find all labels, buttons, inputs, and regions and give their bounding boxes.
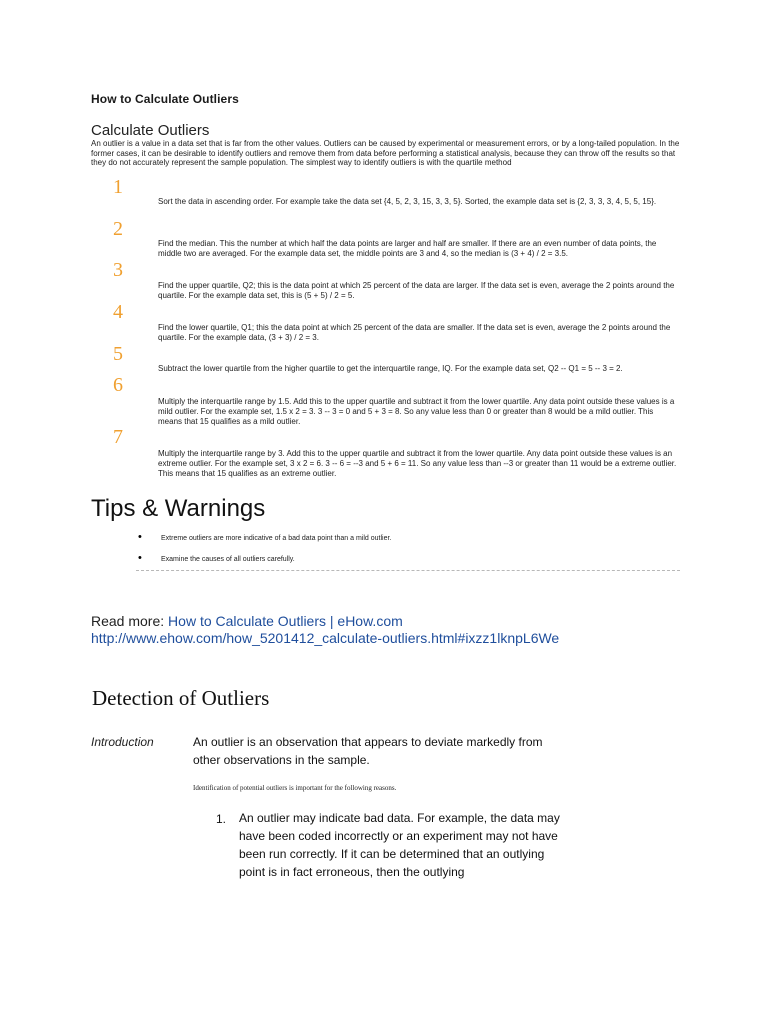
step-text: Multiply the interquartile range by 3. Add this to the upper quartile and subtract it from the lower quartile. Any data point outside these values is an extreme outlier. For the example set, 3 x 2 = 6. 3 -- 6 = --3 and 5 + 6 = 11. So any value less than --3 or greater than 11 would be a extreme outlier. This means that 15 qualifies as an extreme outlier. xyxy=(158,449,677,478)
step-number: 5 xyxy=(113,343,123,365)
step-number: 4 xyxy=(113,301,123,323)
step-number: 7 xyxy=(113,426,123,448)
read-more-url[interactable]: http://www.ehow.com/how_5201412_calculate-outliers.html#ixzz1lknpL6We xyxy=(91,630,560,646)
read-more-prefix: Read more: xyxy=(91,613,169,629)
introduction-body: An outlier is an observation that appears to deviate markedly from other observations in the sample. xyxy=(193,735,543,767)
detection-title: Detection of Outliers xyxy=(92,686,270,710)
step-text: Find the median. This the number at which half the data points are larger and half are smaller. If there are an even number of data points, the middle two are averaged. For the example data set, the middle points are 3 and 4, so the median is (3 + 4) / 2 = 3.5. xyxy=(158,239,657,258)
section-title: Calculate Outliers xyxy=(91,122,210,139)
step-text: Find the lower quartile, Q1; this the data point at which 25 percent of the data are smaller. If the data set is even, average the 2 points around the quartile. For the example data, (3 + 3) / 2 = 3. xyxy=(158,323,671,342)
step-number: 3 xyxy=(113,259,123,281)
step-text: Multiply the interquartile range by 1.5. Add this to the upper quartile and subtract it from the lower quartile. Any data point outside these values is a mild outlier. For the example set, 1.5 x 2 = 3. 3 -- 3 = 0 and 5 + 3 = 8. So any value less than 0 or greater than 8 would be a mild outlier. This means that 15 qualifies as a mild outlier. xyxy=(158,397,675,426)
step-number: 1 xyxy=(113,176,123,198)
step-number: 2 xyxy=(113,218,123,240)
introduction-label: Introduction xyxy=(91,735,154,749)
bullet-marker: • xyxy=(138,531,142,543)
document-title: How to Calculate Outliers xyxy=(91,92,239,106)
step-text: Subtract the lower quartile from the higher quartile to get the interquartile range, IQ. For the example data set, Q2 -- Q1 = 5 -- 3 = 2. xyxy=(158,364,623,373)
tips-warnings-title: Tips & Warnings xyxy=(91,495,266,522)
identification-sentence: Identification of potential outliers is important for the following reasons. xyxy=(193,784,397,792)
step-text: Find the upper quartile, Q2; this is the data point at which 25 percent of the data are larger. If the data set is even, average the 2 points around the quartile. For the example data set, this is (5 + 5) / 2 = 5. xyxy=(158,281,675,300)
dashed-divider xyxy=(136,570,680,571)
step-text: Sort the data in ascending order. For example take the data set {4, 5, 2, 3, 15, 3, 3, 5}. Sorted, the example data set is {2, 3, 3, 3, 4, 5, 5, 15}. xyxy=(158,197,657,206)
intro-paragraph: An outlier is a value in a data set that is far from the other values. Outliers can be caused by experimental or measurement errors, or by a long-tailed population. In the former cases, it can be desirable to identify outliers and remove them from data before performing a statistical analysis, because they can throw off the results so that they do not accurately represent the sample population. The simplest way to identify outliers is with the quartile method xyxy=(91,139,680,168)
tip-text: Examine the causes of all outliers carefully. xyxy=(161,556,295,563)
list-item-text: An outlier may indicate bad data. For example, the data may have been coded incorrectly or an experiment may not have been run correctly. If it can be determined that an outlying point is in fact erroneous, then the outlying xyxy=(239,811,560,879)
read-more-line xyxy=(91,612,403,630)
read-more-link[interactable]: How to Calculate Outliers | eHow.com xyxy=(168,613,403,629)
step-number: 6 xyxy=(113,374,123,396)
bullet-marker: • xyxy=(138,552,142,564)
list-item-number: 1. xyxy=(216,812,227,826)
tip-text: Extreme outliers are more indicative of a bad data point than a mild outlier. xyxy=(161,535,392,542)
